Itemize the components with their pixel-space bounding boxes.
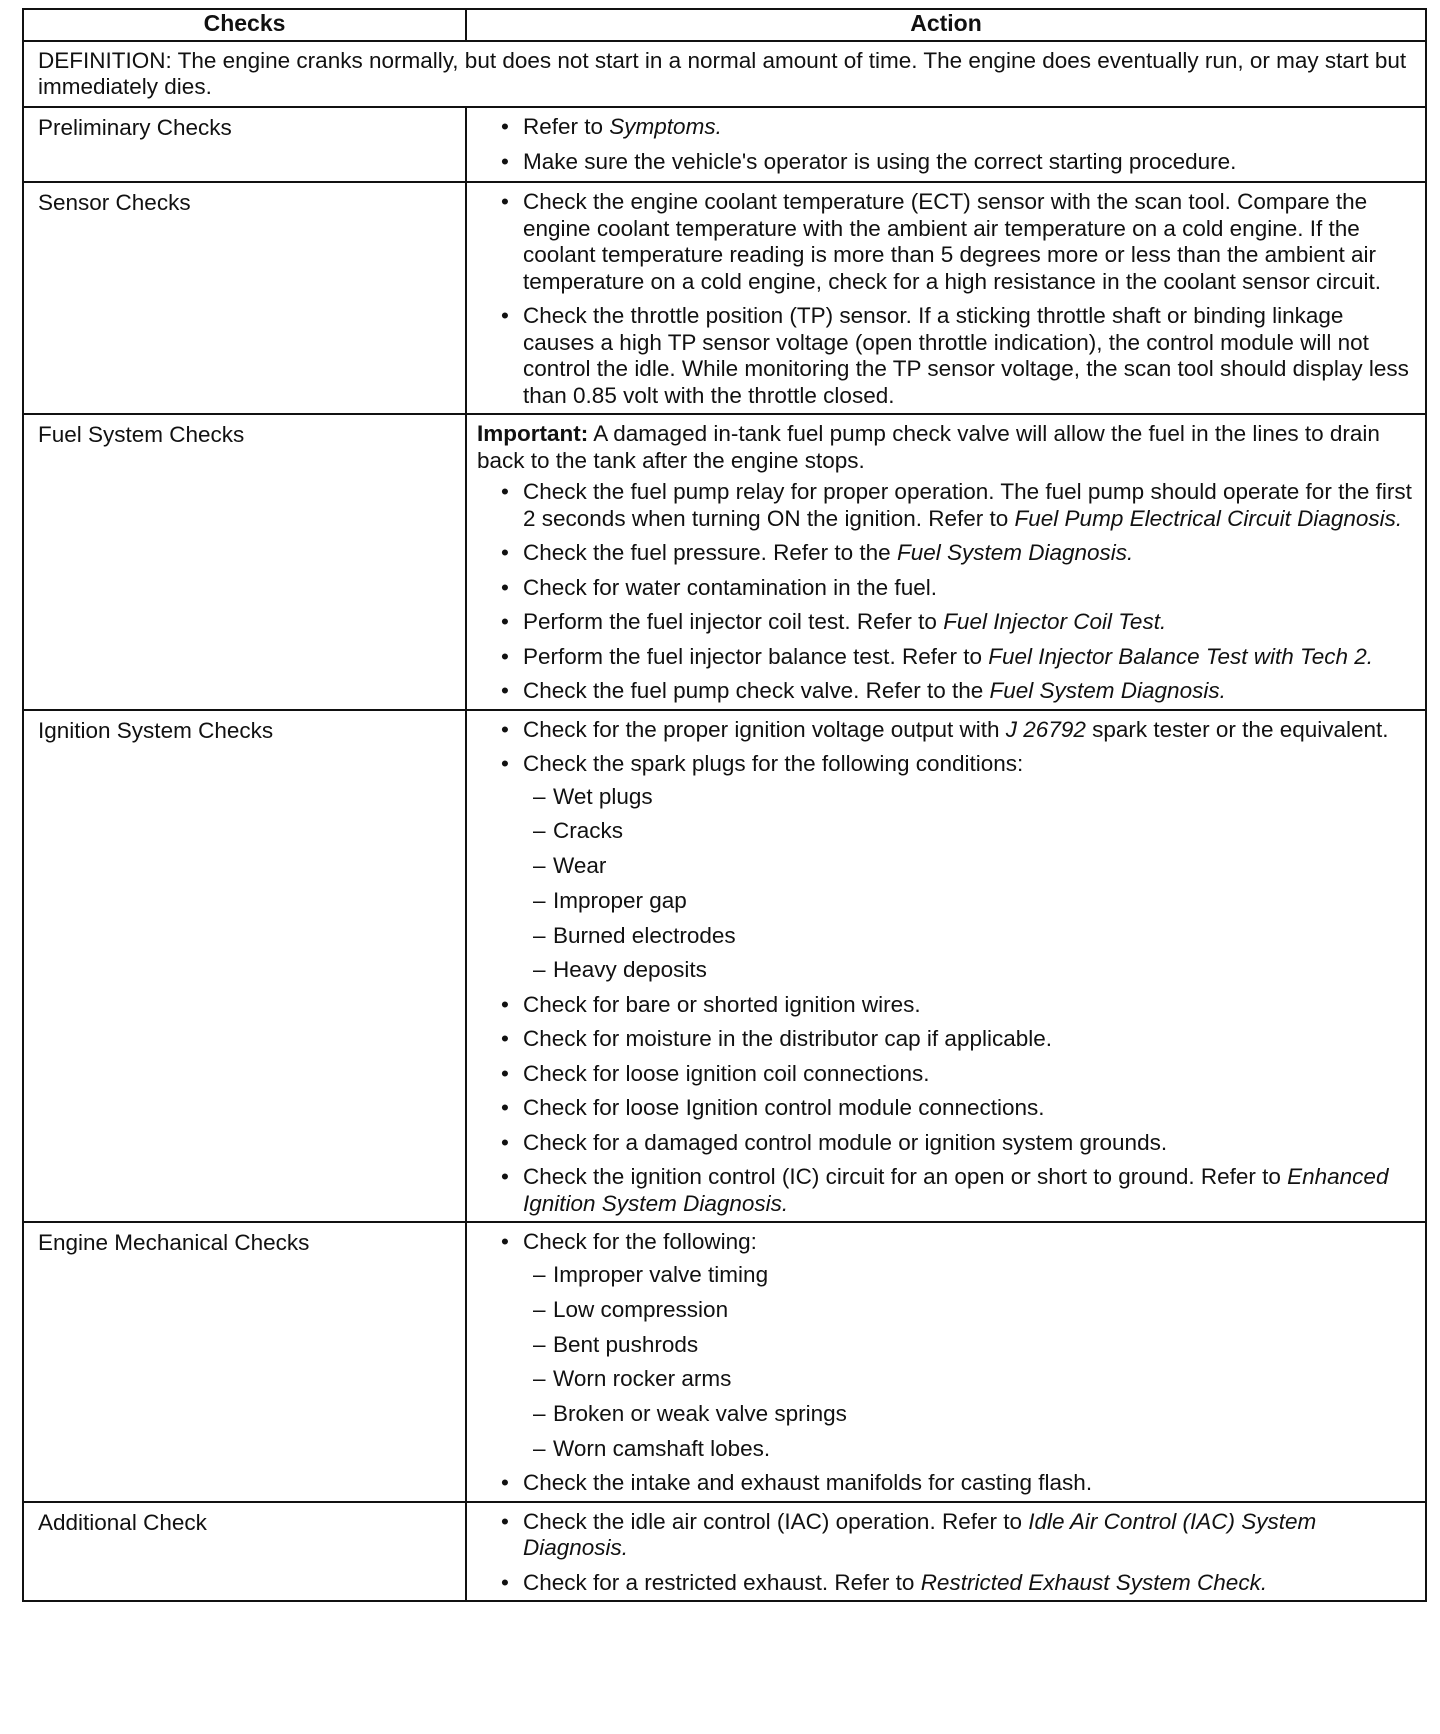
list-item: • Check for loose Ignition control module connections. bbox=[477, 1095, 1415, 1122]
table-row bbox=[23, 710, 1426, 1223]
list-item: • Check the engine coolant temperature (ECT) sensor with the scan tool. Compare the engine coolant temperature with the ambient air temperature on a cold engine. If the coolant temperature reading is more than 5 degrees more or less than the ambient air temperature on a cold engine, check for a high resistance in the coolant sensor circuit. bbox=[477, 189, 1415, 295]
sub-list-item: – Wet plugs bbox=[523, 784, 1415, 811]
table-row bbox=[23, 182, 1426, 414]
item-text: Check for the proper ignition voltage output with bbox=[523, 716, 1006, 742]
list-item: • Check for moisture in the distributor cap if applicable. bbox=[477, 1026, 1415, 1053]
condition-list bbox=[523, 784, 1415, 984]
reference-link: Idle Air Control (IAC) System Diagnosis. bbox=[523, 1508, 1317, 1561]
list-item bbox=[477, 1164, 1415, 1217]
definition-row bbox=[23, 41, 1426, 107]
table-row bbox=[23, 1502, 1426, 1602]
item-text: Check for the following: bbox=[523, 1229, 757, 1255]
item-text: Check the idle air control (IAC) operation. Refer to bbox=[523, 1508, 1029, 1534]
list-item bbox=[477, 751, 1415, 984]
important-note bbox=[477, 421, 1415, 474]
list-item bbox=[477, 1570, 1415, 1597]
sub-list-item: – Improper gap bbox=[523, 888, 1415, 915]
item-text: Check the spark plugs for the following conditions: bbox=[523, 751, 1024, 776]
reference-link: Enhanced Ignition System Diagnosis. bbox=[523, 1164, 1389, 1216]
reference-link: Fuel Injector Coil Test. bbox=[943, 609, 1167, 634]
item-text: Check the fuel pump check valve. Refer to the bbox=[523, 678, 990, 703]
item-text: Check the ignition control (IC) circuit for an open or short to ground. Refer to bbox=[523, 1164, 1288, 1190]
item-text: spark tester or the equivalent. bbox=[1085, 716, 1389, 742]
sub-list-item: – Improper valve timing bbox=[523, 1262, 1415, 1289]
table-row bbox=[23, 107, 1426, 182]
table-row bbox=[23, 1222, 1426, 1501]
sub-list-item: – Worn rocker arms bbox=[523, 1366, 1415, 1393]
sub-list-item: – Low compression bbox=[523, 1297, 1415, 1324]
list-item: • Check the throttle position (TP) sensor. If a sticking throttle shaft or binding linkage causes a high TP sensor voltage (open throttle indication), the control module will not control the idle. While monitoring the TP sensor voltage, the scan tool should display less than 0.85 volt with the throttle closed. bbox=[477, 303, 1415, 409]
list-item bbox=[477, 1509, 1415, 1562]
reference-link: Fuel System Diagnosis. bbox=[989, 678, 1226, 703]
check-label-additional: Additional Check bbox=[23, 1502, 466, 1602]
important-text: A damaged in-tank fuel pump check valve will allow the fuel in the lines to drain back to the tank after the engine stops. bbox=[477, 421, 1380, 473]
condition-list bbox=[523, 1262, 1415, 1462]
reference-link: Fuel Pump Electrical Circuit Diagnosis. bbox=[1014, 505, 1403, 531]
list-item bbox=[477, 540, 1415, 567]
list-item: • Check for a damaged control module or ignition system grounds. bbox=[477, 1130, 1415, 1157]
sub-list-item: – Bent pushrods bbox=[523, 1332, 1415, 1359]
tool-reference: J 26792 bbox=[1005, 716, 1086, 742]
list-item bbox=[477, 678, 1415, 705]
action-cell-sensor bbox=[466, 182, 1426, 414]
item-text: Check for a restricted exhaust. Refer to bbox=[523, 1569, 921, 1595]
reference-link: Restricted Exhaust System Check. bbox=[920, 1569, 1268, 1595]
reference-link: Fuel Injector Balance Test with Tech 2. bbox=[988, 643, 1374, 669]
reference-link: Fuel System Diagnosis. bbox=[896, 540, 1134, 565]
list-item: • Make sure the vehicle's operator is using the correct starting procedure. bbox=[477, 149, 1415, 176]
check-label-fuel: Fuel System Checks bbox=[23, 414, 466, 710]
sub-list-item: – Cracks bbox=[523, 818, 1415, 845]
check-label-sensor: Sensor Checks bbox=[23, 182, 466, 414]
header-action: Action bbox=[466, 9, 1426, 41]
check-label-mechanical: Engine Mechanical Checks bbox=[23, 1222, 466, 1501]
action-cell-mechanical bbox=[466, 1222, 1426, 1501]
action-cell-additional bbox=[466, 1502, 1426, 1602]
check-label-preliminary: Preliminary Checks bbox=[23, 107, 466, 182]
reference-link: Symptoms. bbox=[609, 114, 722, 139]
item-text: Refer to bbox=[523, 114, 610, 139]
action-cell-fuel bbox=[466, 414, 1426, 710]
list-item bbox=[477, 1229, 1415, 1462]
header-row bbox=[23, 9, 1426, 41]
list-item bbox=[477, 609, 1415, 636]
definition-text: DEFINITION: The engine cranks normally, but does not start in a normal amount of time. The engine does eventually run, or may start but immediately dies. bbox=[23, 41, 1426, 107]
list-item bbox=[477, 114, 1415, 141]
sub-list-item: – Burned electrodes bbox=[523, 923, 1415, 950]
table-row bbox=[23, 414, 1426, 710]
item-text: Perform the fuel injector balance test. Refer to bbox=[523, 643, 989, 669]
action-cell-preliminary bbox=[466, 107, 1426, 182]
item-text: Check the fuel pump relay for proper operation. The fuel pump should operate for the first 2 seconds when turning ON the ignition. Refer to bbox=[523, 479, 1412, 531]
sub-list-item: – Worn camshaft lobes. bbox=[523, 1436, 1415, 1463]
list-item: • Check for loose ignition coil connections. bbox=[477, 1061, 1415, 1088]
list-item: • Check for water contamination in the fuel. bbox=[477, 575, 1415, 602]
check-label-ignition: Ignition System Checks bbox=[23, 710, 466, 1223]
list-item: • Check for bare or shorted ignition wires. bbox=[477, 992, 1415, 1019]
action-cell-ignition bbox=[466, 710, 1426, 1223]
sub-list-item: – Heavy deposits bbox=[523, 957, 1415, 984]
important-label: Important: bbox=[477, 421, 589, 446]
item-text: Perform the fuel injector coil test. Refer to bbox=[523, 609, 944, 634]
item-text: Check the fuel pressure. Refer to the bbox=[523, 540, 897, 565]
diagnostic-table bbox=[22, 8, 1427, 1602]
sub-list-item: – Broken or weak valve springs bbox=[523, 1401, 1415, 1428]
list-item bbox=[477, 644, 1415, 671]
list-item bbox=[477, 717, 1415, 744]
sub-list-item: – Wear bbox=[523, 853, 1415, 880]
list-item: • Check the intake and exhaust manifolds for casting flash. bbox=[477, 1470, 1415, 1497]
list-item bbox=[477, 479, 1415, 532]
header-checks: Checks bbox=[23, 9, 466, 41]
